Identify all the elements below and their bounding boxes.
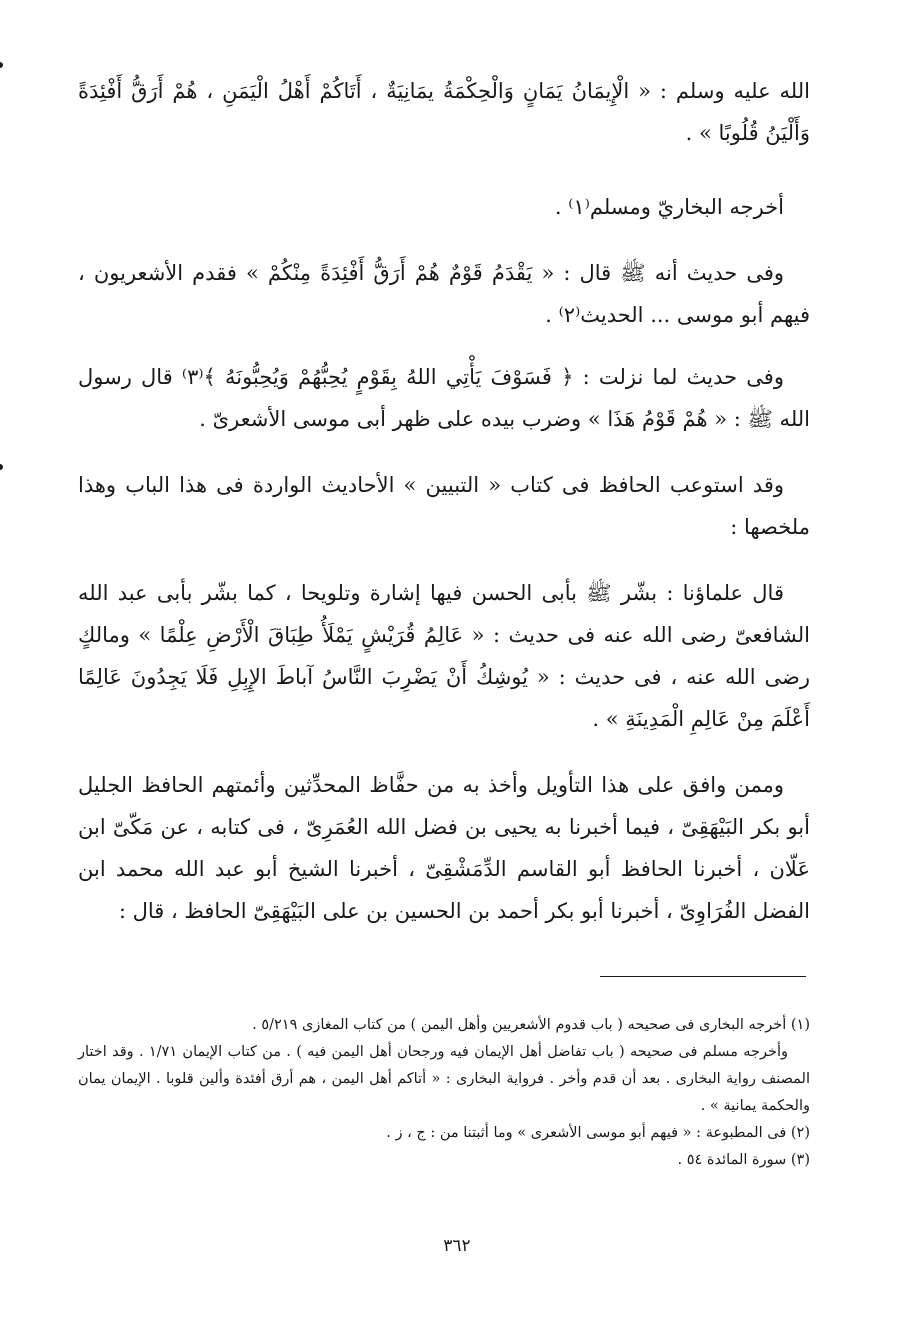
margin-mark-middle [0, 464, 3, 470]
body-paragraph-1 [78, 70, 810, 154]
paragraph-text: وفى حديث أنه ﷺ قال : « يَقْدَمُ قَوْمٌ هُمْ أَرَقُّ أَفْئِدَةً مِنْكُمْ » فقدم الأشعريون ، فيهم أبو موسى ... الحديث⁽٢⁾ . [78, 261, 810, 327]
page-number: ٣٦٢ [443, 1236, 471, 1256]
paragraph-text: وممن وافق على هذا التأويل وأخذ به من حفَّاظ المحدِّثين وأئمتهم الحافظ الجليل أبو بكر البَيْهَقِىّ ، فيما أخبرنا به يحيى بن فضل الله العُمَرِىّ ، فى كتابه ، عن مَكّىّ ابن عَلّان ، أخبرنا الحافظ أبو القاسم الدِّمَشْقِىّ ، أخبرنا الشيخ أبو عبد الله محمد ابن الفضل الفُرَاوِىّ ، أخبرنا أبو بكر أحمد بن الحسين بن على البَيْهَقِىّ الحافظ ، قال : [78, 773, 810, 923]
footnote-1: (١) أخرجه البخارى فى صحيحه ( باب قدوم الأشعريين وأهل اليمن ) من كتاب المغازى ٥/٢١٩ . [252, 1017, 810, 1033]
paragraph-text: الله عليه وسلم : « الْإِيمَانُ يَمَانٍ وَالْحِكْمَةُ يمَانِيَةٌ ، أَتَاكُمْ أَهْلُ الْيَمَنِ ، هُمْ أَرَقُّ أَفْئِدَةً وَأَلْيَنُ قُلُوبًا » . [78, 79, 810, 145]
paragraph-text: وفى حديث لما نزلت : ﴿ فَسَوْفَ يَأْتِي اللهُ بِقَوْمٍ يُحِبُّهُمْ وَيُحِبُّونَهُ ﴾⁽٣⁾ قال رسول الله ﷺ : « هُمْ قَوْمُ هَذَا » وضرب بيده على ظهر أبى موسى الأشعرىّ . [78, 365, 810, 431]
body-paragraph-3 [78, 252, 810, 336]
footnote-divider [600, 976, 806, 977]
paragraph-text: أخرجه البخاريّ ومسلم⁽١⁾ . [554, 195, 784, 219]
footnote-3: (٣) سورة المائدة ٥٤ . [677, 1152, 810, 1168]
body-paragraph-4 [78, 356, 810, 440]
body-paragraph-6 [78, 572, 810, 740]
body-paragraph-5 [78, 464, 810, 548]
footnotes [78, 1012, 810, 1174]
paragraph-text: وقد استوعب الحافظ فى كتاب « التبيين » الأحاديث الواردة فى هذا الباب وهذا ملخصها : [78, 473, 810, 539]
footnote-2: (٢) فى المطبوعة : « فيهم أبو موسى الأشعرى » وما أثبتنا من : ج ، ز . [386, 1125, 810, 1141]
body-paragraph-7 [78, 764, 810, 932]
paragraph-text: قال علماؤنا : بشّر ﷺ بأبى الحسن فيها إشارة وتلويحا ، كما بشّر بأبى عبد الله الشافعىّ رضى الله عنه فى حديث : « عَالِمُ قُرَيْشٍ يَمْلَأُ طِبَاقَ الْأَرْضِ عِلْمًا » ومالكٍ رضى الله عنه ، فى حديث : « يُوشِكُ أَنْ يَضْرِبَ النَّاسُ آباطَ الإِبِلِ فَلَا يَجِدُونَ عَالِمًا أَعْلَمَ مِنْ عَالِمِ الْمَدِينَةِ » . [78, 581, 810, 731]
margin-mark-top [0, 62, 3, 68]
footnote-1-continued: وأخرجه مسلم فى صحيحه ( باب تفاضل أهل الإيمان فيه ورجحان أهل اليمن فيه ) . من كتاب الإيمان ١/٧١ . وقد اختار المصنف رواية البخارى . بعد أن قدم وأخر . فرواية البخارى : « أتاكم أهل اليمن ، هم أرق أفئدة وألين قلوبا . الإيمان يمان والحكمة يمانية » . [78, 1044, 810, 1114]
body-paragraph-2 [78, 186, 810, 228]
